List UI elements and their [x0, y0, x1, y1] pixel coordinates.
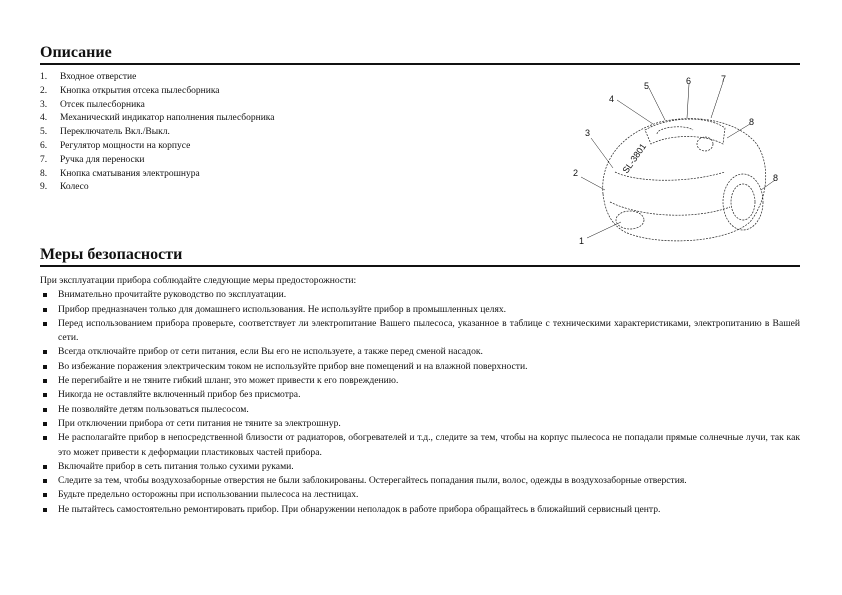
list-item: Всегда отключайте прибор от сети питания, если Вы его не используете, а также перед сменой насадок. — [40, 345, 800, 359]
callout-8-top: 8 — [749, 117, 755, 127]
item-number: 1. — [40, 72, 48, 82]
callout-8-bottom: 8 — [773, 173, 779, 183]
item-text: Механический индикатор наполнения пылесборника — [60, 113, 275, 124]
safety-intro: При эксплуатации прибора соблюдайте следующие меры предосторожности: — [40, 275, 357, 286]
callout-5: 5 — [644, 81, 650, 91]
callout-2: 2 — [573, 168, 579, 178]
list-item — [40, 154, 370, 168]
list-item: Не перегибайте и не тяните гибкий шланг, это может привести к его повреждению. — [40, 374, 800, 388]
list-item — [40, 181, 370, 195]
callout-7: 7 — [721, 74, 727, 84]
list-item: Перед использованием прибора проверьте, соответствует ли электропитание Вашего пылесоса, указанное в таблице с техническими характеристиками, электропитанию в Вашей сети. — [40, 317, 800, 346]
list-item: При отключении прибора от сети питания не тяните за электрошнур. — [40, 417, 800, 431]
list-item: Во избежание поражения электрическим током не используйте прибор вне помещений и на влажной поверхности. — [40, 360, 800, 374]
list-item: Включайте прибор в сеть питания только сухими руками. — [40, 460, 800, 474]
safety-heading: Меры безопасности — [40, 246, 800, 267]
callout-lines — [581, 82, 775, 238]
list-item: Не пытайтесь самостоятельно ремонтировать прибор. При обнаружении неполадок в работе прибора обращайтесь в ближайший сервисный центр. — [40, 503, 800, 517]
callout-3: 3 — [585, 128, 591, 138]
model-label: SL-3801 — [620, 141, 649, 176]
list-item: Будьте предельно осторожны при использовании пылесоса на лестницах. — [40, 488, 800, 502]
item-number: 4. — [40, 113, 48, 124]
list-item — [40, 85, 370, 99]
list-item — [40, 112, 370, 126]
vacuum-body-icon — [603, 119, 766, 241]
item-number: 7. — [40, 154, 48, 165]
list-item: Внимательно прочитайте руководство по эксплуатации. — [40, 288, 800, 302]
description-heading: Описание — [40, 44, 800, 65]
callout-6: 6 — [686, 76, 692, 86]
item-number: 9. — [40, 182, 48, 193]
list-item — [40, 99, 370, 113]
list-item — [40, 71, 370, 85]
description-list — [40, 71, 370, 195]
item-number: 8. — [40, 168, 48, 179]
list-item: Прибор предназначен только для домашнего использования. Не используйте прибор в промышленных целях. — [40, 303, 800, 317]
list-item: Не позволяйте детям пользоваться пылесосом. — [40, 403, 800, 417]
list-item: Следите за тем, чтобы воздухозаборные отверстия не были заблокированы. Остерегайтесь попадания пыли, волос, одежды в воздухозаборные отверстия. — [40, 474, 800, 488]
item-text: Регулятор мощности на корпусе — [60, 140, 191, 151]
item-text: Кнопка сматывания электрошнура — [60, 168, 200, 179]
item-number: 3. — [40, 99, 48, 110]
callout-4: 4 — [609, 94, 615, 104]
item-text: Переключатель Вкл./Выкл. — [60, 127, 170, 138]
callout-1: 1 — [579, 236, 585, 246]
list-item — [40, 168, 370, 182]
list-item: Никогда не оставляйте включенный прибор без присмотра. — [40, 388, 800, 402]
list-item — [40, 140, 370, 154]
safety-section — [40, 274, 800, 517]
item-text: Колесо — [60, 182, 89, 193]
item-number: 2. — [40, 85, 48, 96]
item-text: Кнопка открытия отсека пылесборника — [60, 85, 220, 96]
item-text: Ручка для переноски — [60, 154, 145, 165]
item-number: 5. — [40, 127, 48, 138]
list-item — [40, 126, 370, 140]
item-number: 6. — [40, 140, 48, 151]
vacuum-cleaner-diagram — [565, 72, 795, 252]
item-text: Входное отверстие — [60, 72, 137, 82]
list-item: Не располагайте прибор в непосредственной близости от радиаторов, обогревателей и т.д., следите за тем, чтобы на корпус пылесоса не попадали прямые солнечные лучи, так как это может привести к деформации пластиковых частей прибора. — [40, 431, 800, 460]
item-text: Отсек пылесборника — [60, 99, 145, 110]
